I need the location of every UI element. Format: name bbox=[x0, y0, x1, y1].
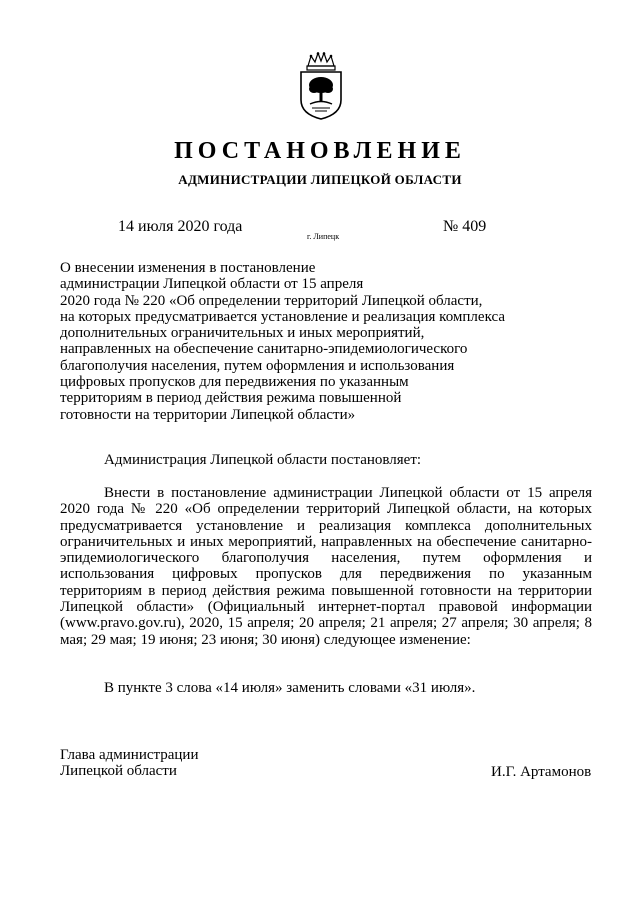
coat-of-arms-icon bbox=[298, 52, 344, 120]
signatory-title: Глава администрации Липецкой области bbox=[60, 747, 199, 780]
document-number: № 409 bbox=[443, 218, 487, 235]
document-preamble: Администрация Липецкой области постановляет: bbox=[104, 452, 422, 468]
signatory-name: И.Г. Артамонов bbox=[491, 764, 592, 780]
document-subject: О внесении изменения в постановление администрации Липецкой области от 15 апреля 2020 года № 220 «Об определении территорий Липецкой области, на которых предусматривается установление и реализация комплекса дополнительных ограничительных и иных мероприятий, направленных на обеспечение санитарно-эпидемиологического благополучия населения, путем оформления и использования цифровых пропусков для передвижения по указанным территориям в период действия режима повышенной готовности на территории Липецкой области» bbox=[60, 260, 505, 423]
document-subtitle: АДМИНИСТРАЦИИ ЛИПЕЦКОЙ ОБЛАСТИ bbox=[178, 172, 462, 187]
document-date: 14 июля 2020 года bbox=[118, 218, 243, 235]
document-title: ПОСТАНОВЛЕНИЕ bbox=[174, 138, 466, 164]
document-clause: В пункте 3 слова «14 июля» заменить словами «31 июля». bbox=[104, 680, 476, 696]
document-body: Внести в постановление администрации Липецкой области от 15 апреля 2020 года № 220 «Об определении территорий Липецкой области, на которых предусматривается установление и реализация комплекса дополнительных ограничительных и иных мероприятий, направленных на обеспечение санитарно-эпидемиологического благополучия населения, путем оформления и использования цифровых пропусков для передвижения по указанным территориям в период действия режима повышенной готовности на территории Липецкой области» (Официальный интернет-портал правовой информации (www.pravo.gov.ru), 2020, 15 апреля; 20 апреля; 21 апреля; 27 апреля; 30 апреля; 8 мая; 29 мая; 19 июня; 23 июня; 30 июня) следующее изменение: bbox=[60, 485, 592, 648]
document-city: г. Липецк bbox=[307, 232, 340, 241]
